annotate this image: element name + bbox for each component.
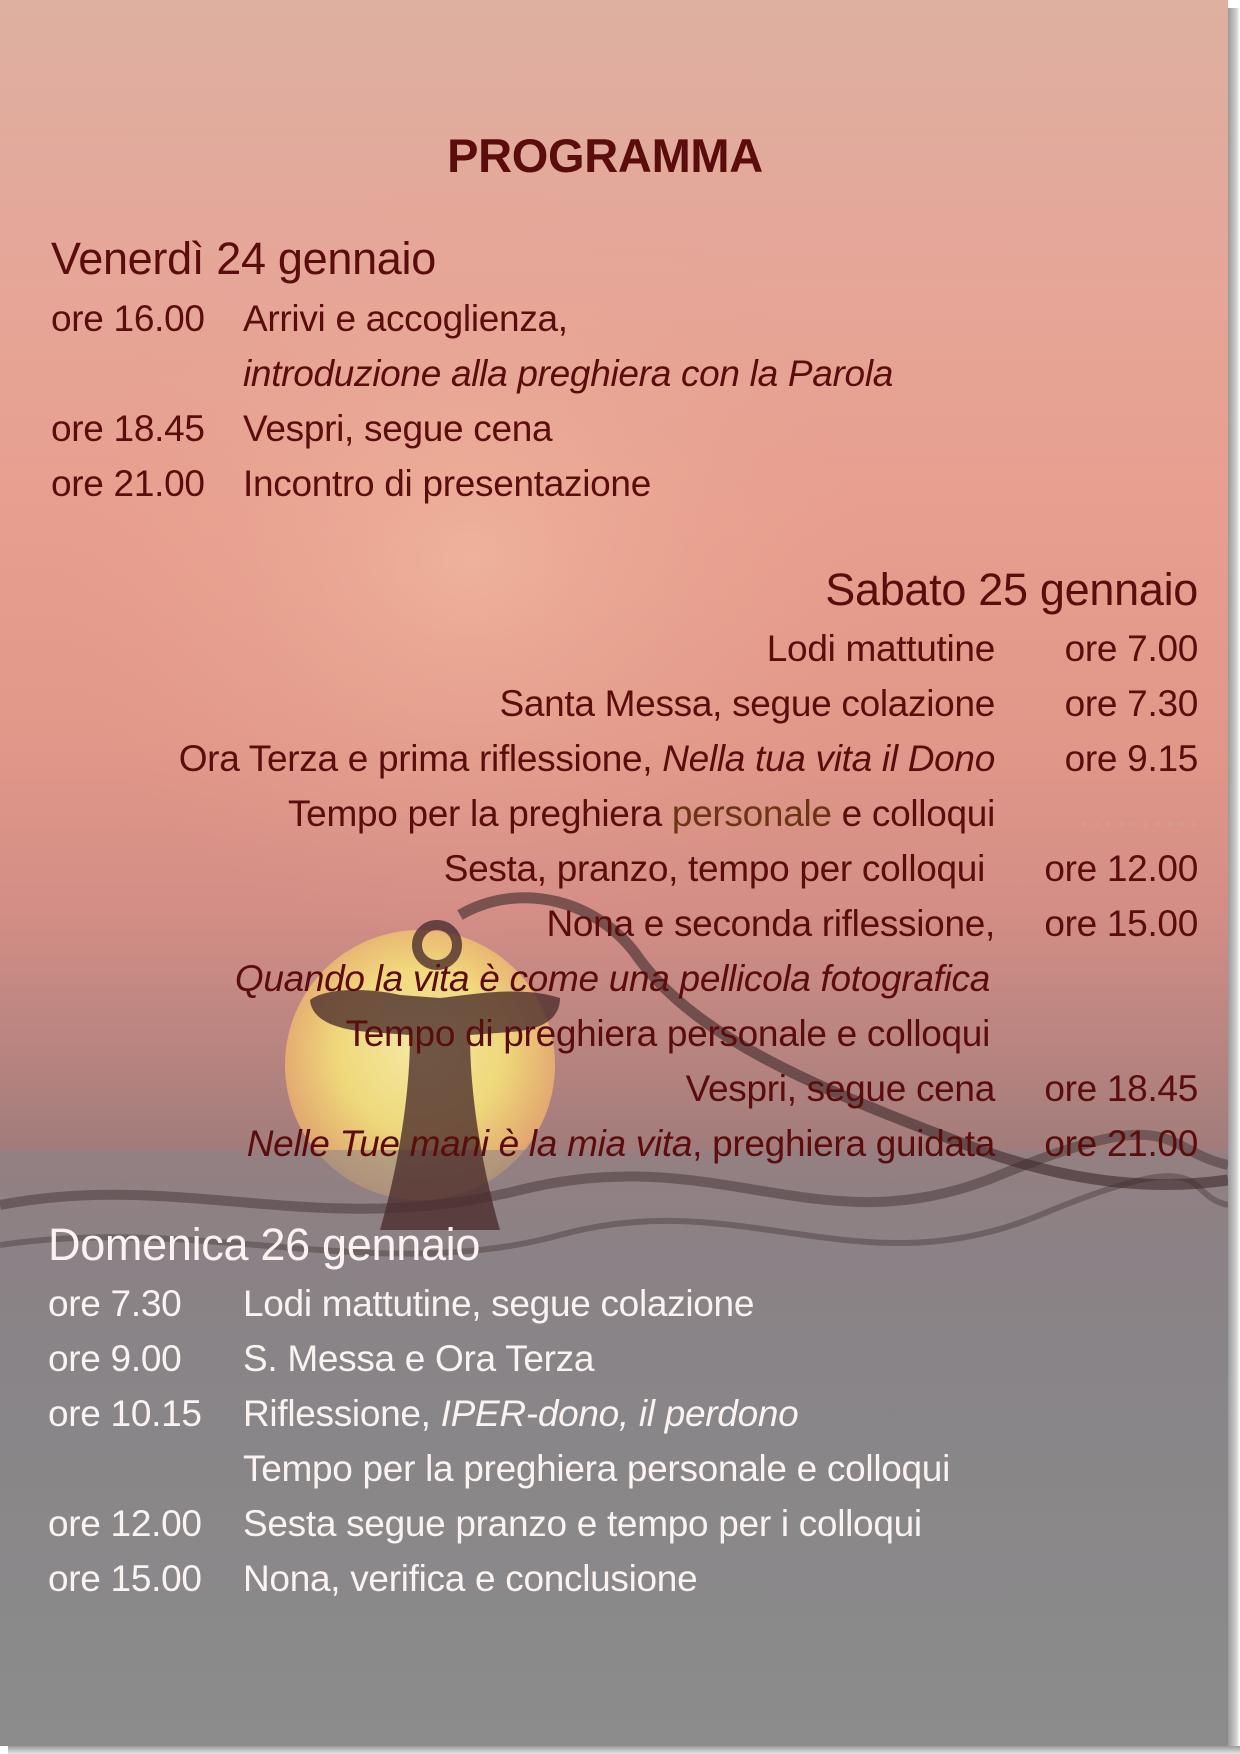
sunday-text-3	[243, 1391, 798, 1437]
saturday-text-10-italic: Nelle Tue mani è la mia vita	[246, 1123, 693, 1164]
sunday-text-2: S. Messa e Ora Terza	[243, 1338, 595, 1379]
saturday-time-9: ore 18.45	[1044, 1068, 1198, 1109]
sunday-time-3: ore 10.15	[48, 1393, 202, 1434]
saturday-text-4	[100, 791, 995, 837]
saturday-text-4-before: Tempo per la preghiera	[287, 793, 662, 834]
friday-time-4: ore 21.00	[51, 463, 205, 504]
sunday-time-5: ore 12.00	[48, 1503, 202, 1544]
saturday-time-10: ore 21.00	[1044, 1123, 1198, 1164]
sunday-time-1: ore 7.30	[48, 1283, 182, 1324]
friday-text-4: Incontro di presentazione	[243, 463, 651, 504]
saturday-time-4: ……….	[1077, 793, 1198, 834]
sunday-heading: Domenica 26 gennaio	[48, 1219, 481, 1270]
saturday-text-8: Tempo di preghiera personale e colloqui	[345, 1013, 990, 1054]
friday-text-2: introduzione alla preghiera con la Parola	[243, 353, 894, 394]
sunday-text-5: Sesta segue pranzo e tempo per i colloqui	[243, 1503, 922, 1544]
saturday-text-4-after: e colloqui	[841, 793, 995, 834]
saturday-text-1: Lodi mattutine	[766, 628, 995, 669]
sunday-text-6: Nona, verifica e conclusione	[243, 1558, 698, 1599]
saturday-text-3	[40, 736, 995, 782]
friday-text-1: Arrivi e accoglienza,	[243, 298, 568, 339]
page-shadow-bottom	[8, 1746, 1240, 1754]
sunday-time-2: ore 9.00	[48, 1338, 182, 1379]
friday-time-1: ore 16.00	[51, 298, 205, 339]
saturday-text-6: Nona e seconda riflessione,	[546, 903, 995, 944]
saturday-text-3-plain: Ora Terza e prima riflessione,	[178, 738, 653, 779]
saturday-text-5: Sesta, pranzo, tempo per colloqui	[443, 848, 985, 889]
friday-text-3: Vespri, segue cena	[243, 408, 553, 449]
saturday-time-2: ore 7.30	[1064, 683, 1198, 724]
saturday-text-2: Santa Messa, segue colazione	[499, 683, 995, 724]
friday-time-3: ore 18.45	[51, 408, 205, 449]
sunday-text-3-plain: Riflessione,	[243, 1393, 431, 1434]
saturday-time-5: ore 12.00	[1044, 848, 1198, 889]
sunday-text-3-italic: IPER-dono, il perdono	[440, 1393, 799, 1434]
saturday-time-1: ore 7.00	[1064, 628, 1198, 669]
sunday-time-6: ore 15.00	[48, 1558, 202, 1599]
saturday-text-9: Vespri, segue cena	[685, 1068, 995, 1109]
saturday-text-10	[80, 1121, 995, 1167]
saturday-heading: Sabato 25 gennaio	[825, 564, 1198, 615]
saturday-text-3-italic: Nella tua vita il Dono	[662, 738, 995, 779]
saturday-text-7: Quando la vita è come una pellicola fotografica	[234, 958, 990, 999]
friday-heading: Venerdì 24 gennaio	[51, 233, 436, 284]
saturday-time-3: ore 9.15	[1064, 738, 1198, 779]
saturday-time-6: ore 15.00	[1044, 903, 1198, 944]
page-shadow-right	[1228, 8, 1240, 1754]
sunday-text-4: Tempo per la preghiera personale e colloqui	[243, 1448, 950, 1489]
saturday-text-4-highlight: personale	[671, 793, 832, 834]
page-title: PROGRAMMA	[447, 129, 763, 182]
saturday-text-10-plain: , preghiera guidata	[692, 1123, 995, 1164]
sunday-text-1: Lodi mattutine, segue colazione	[243, 1283, 755, 1324]
